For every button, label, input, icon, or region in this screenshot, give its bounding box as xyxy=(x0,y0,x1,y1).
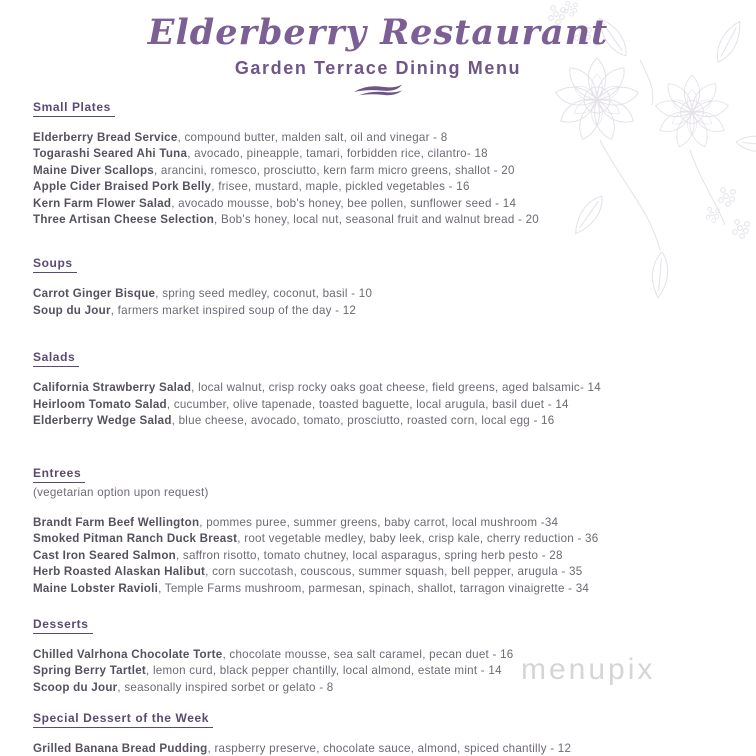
item-name: Heirloom Tomato Salad xyxy=(33,397,167,411)
item-desc: , blue cheese, avocado, tomato, prosciutto, roasted corn, local egg - 16 xyxy=(171,414,555,428)
menu-item xyxy=(33,196,723,212)
item-name: Grilled Banana Bread Pudding xyxy=(33,742,208,756)
menu-item xyxy=(33,413,723,429)
item-name: Apple Cider Braised Pork Belly xyxy=(33,180,212,194)
item-desc: , Bob's honey, local nut, seasonal fruit and walnut bread - 20 xyxy=(214,213,539,227)
watermark-logo: menupix xyxy=(521,653,656,686)
item-name: Cast Iron Seared Salmon xyxy=(33,548,176,562)
item-desc: , root vegetable medley, baby leek, crisp kale, cherry reduction - 36 xyxy=(237,532,599,546)
menu-item xyxy=(33,548,723,564)
item-name: Brandt Farm Beef Wellington xyxy=(33,515,200,529)
menu-item xyxy=(33,212,723,228)
menu-item xyxy=(33,515,723,531)
menu-item xyxy=(33,581,723,597)
item-desc: , seasonally inspired sorbet or gelato - 8 xyxy=(117,680,334,694)
item-desc: , frisee, mustard, maple, pickled vegetables - 16 xyxy=(211,180,470,194)
section-entrees xyxy=(33,463,723,596)
item-name: Elderberry Wedge Salad xyxy=(33,414,172,428)
item-desc: , local walnut, crisp rocky oaks goat cheese, field greens, aged balsamic- 14 xyxy=(191,381,601,395)
item-name: Soup du Jour xyxy=(33,303,111,317)
item-desc: , Temple Farms mushroom, parmesan, spinach, shallot, tarragon vinaigrette - 34 xyxy=(158,581,590,595)
item-desc: , farmers market inspired soup of the day - 12 xyxy=(110,303,357,317)
menu-item xyxy=(33,303,723,319)
menu-item xyxy=(33,130,723,146)
section-heading-text: Salads xyxy=(33,350,79,367)
item-desc: , compound butter, malden salt, oil and vinegar - 8 xyxy=(177,131,448,144)
item-desc: , raspberry preserve, chocolate sauce, almond, spiced chantilly - 12 xyxy=(207,742,572,756)
item-desc: , spring seed medley, coconut, basil - 10 xyxy=(155,287,373,301)
menu-header xyxy=(0,14,756,102)
section-heading-text: Entrees xyxy=(33,466,85,483)
menu-item xyxy=(33,163,723,179)
menu-item xyxy=(33,531,723,547)
section-heading xyxy=(33,708,723,728)
item-desc: , corn succotash, couscous, summer squash, bell pepper, arugula - 35 xyxy=(205,565,583,579)
item-name: Kern Farm Flower Salad xyxy=(33,196,172,210)
item-desc: , arancini, romesco, prosciutto, kern farm micro greens, shallot - 20 xyxy=(153,163,515,177)
item-name: Maine Diver Scallops xyxy=(33,163,154,177)
item-name: Spring Berry Tartlet xyxy=(33,664,147,678)
section-heading xyxy=(33,253,723,273)
section-heading xyxy=(33,347,723,367)
item-desc: , lemon curd, black pepper chantilly, local almond, estate mint - 14 xyxy=(146,664,502,678)
item-name: Smoked Pitman Ranch Duck Breast xyxy=(33,532,238,546)
item-name: Chilled Valrhona Chocolate Torte xyxy=(33,647,223,661)
section-salads xyxy=(33,347,723,429)
item-desc: , saffron risotto, tomato chutney, local asparagus, spring herb pesto - 28 xyxy=(175,548,563,562)
item-name: Carrot Ginger Bisque xyxy=(33,287,156,301)
item-desc: , pommes puree, summer greens, baby carrot, local mushroom -34 xyxy=(199,515,559,529)
section-heading xyxy=(33,97,723,117)
menu-item xyxy=(33,380,723,396)
vegetarian-note: (vegetarian option upon request) xyxy=(33,486,209,500)
item-name: Three Artisan Cheese Selection xyxy=(33,213,215,227)
item-name: Maine Lobster Ravioli xyxy=(33,581,159,595)
section-soups xyxy=(33,253,723,319)
section-heading xyxy=(33,463,723,483)
menu-item xyxy=(33,564,723,580)
item-desc: , avocado mousse, bob's honey, bee pollen, sunflower seed - 14 xyxy=(171,196,517,210)
section-heading-text: Special Dessert of the Week xyxy=(33,711,213,728)
menu-item xyxy=(33,397,723,413)
section-small-plates xyxy=(33,97,723,228)
item-desc: , cucumber, olive tapenade, toasted baguette, local arugula, basil duet - 14 xyxy=(166,397,569,411)
section-heading-text: Soups xyxy=(33,256,77,273)
item-name: Scoop du Jour xyxy=(33,680,118,694)
menu-subtitle: Garden Terrace Dining Menu xyxy=(234,57,522,78)
section-heading-text: Small Plates xyxy=(33,100,115,117)
item-desc: , avocado, pineapple, tamari, forbidden rice, cilantro- 18 xyxy=(187,147,488,161)
section-heading xyxy=(33,614,723,634)
menu-item xyxy=(33,179,723,195)
menu-item xyxy=(33,146,723,162)
section-special-dessert xyxy=(33,708,723,756)
item-name: Togarashi Seared Ahi Tuna xyxy=(33,147,188,161)
item-name: Elderberry Bread Service xyxy=(33,131,178,144)
menu-item xyxy=(33,286,723,302)
menu-item xyxy=(33,741,723,756)
section-heading-text: Desserts xyxy=(33,617,93,634)
item-desc: , chocolate mousse, sea salt caramel, pecan duet - 16 xyxy=(222,647,514,661)
item-name: Herb Roasted Alaskan Halibut xyxy=(33,565,206,579)
item-name: California Strawberry Salad xyxy=(33,381,192,395)
restaurant-title: Elderberry Restaurant xyxy=(147,12,609,53)
